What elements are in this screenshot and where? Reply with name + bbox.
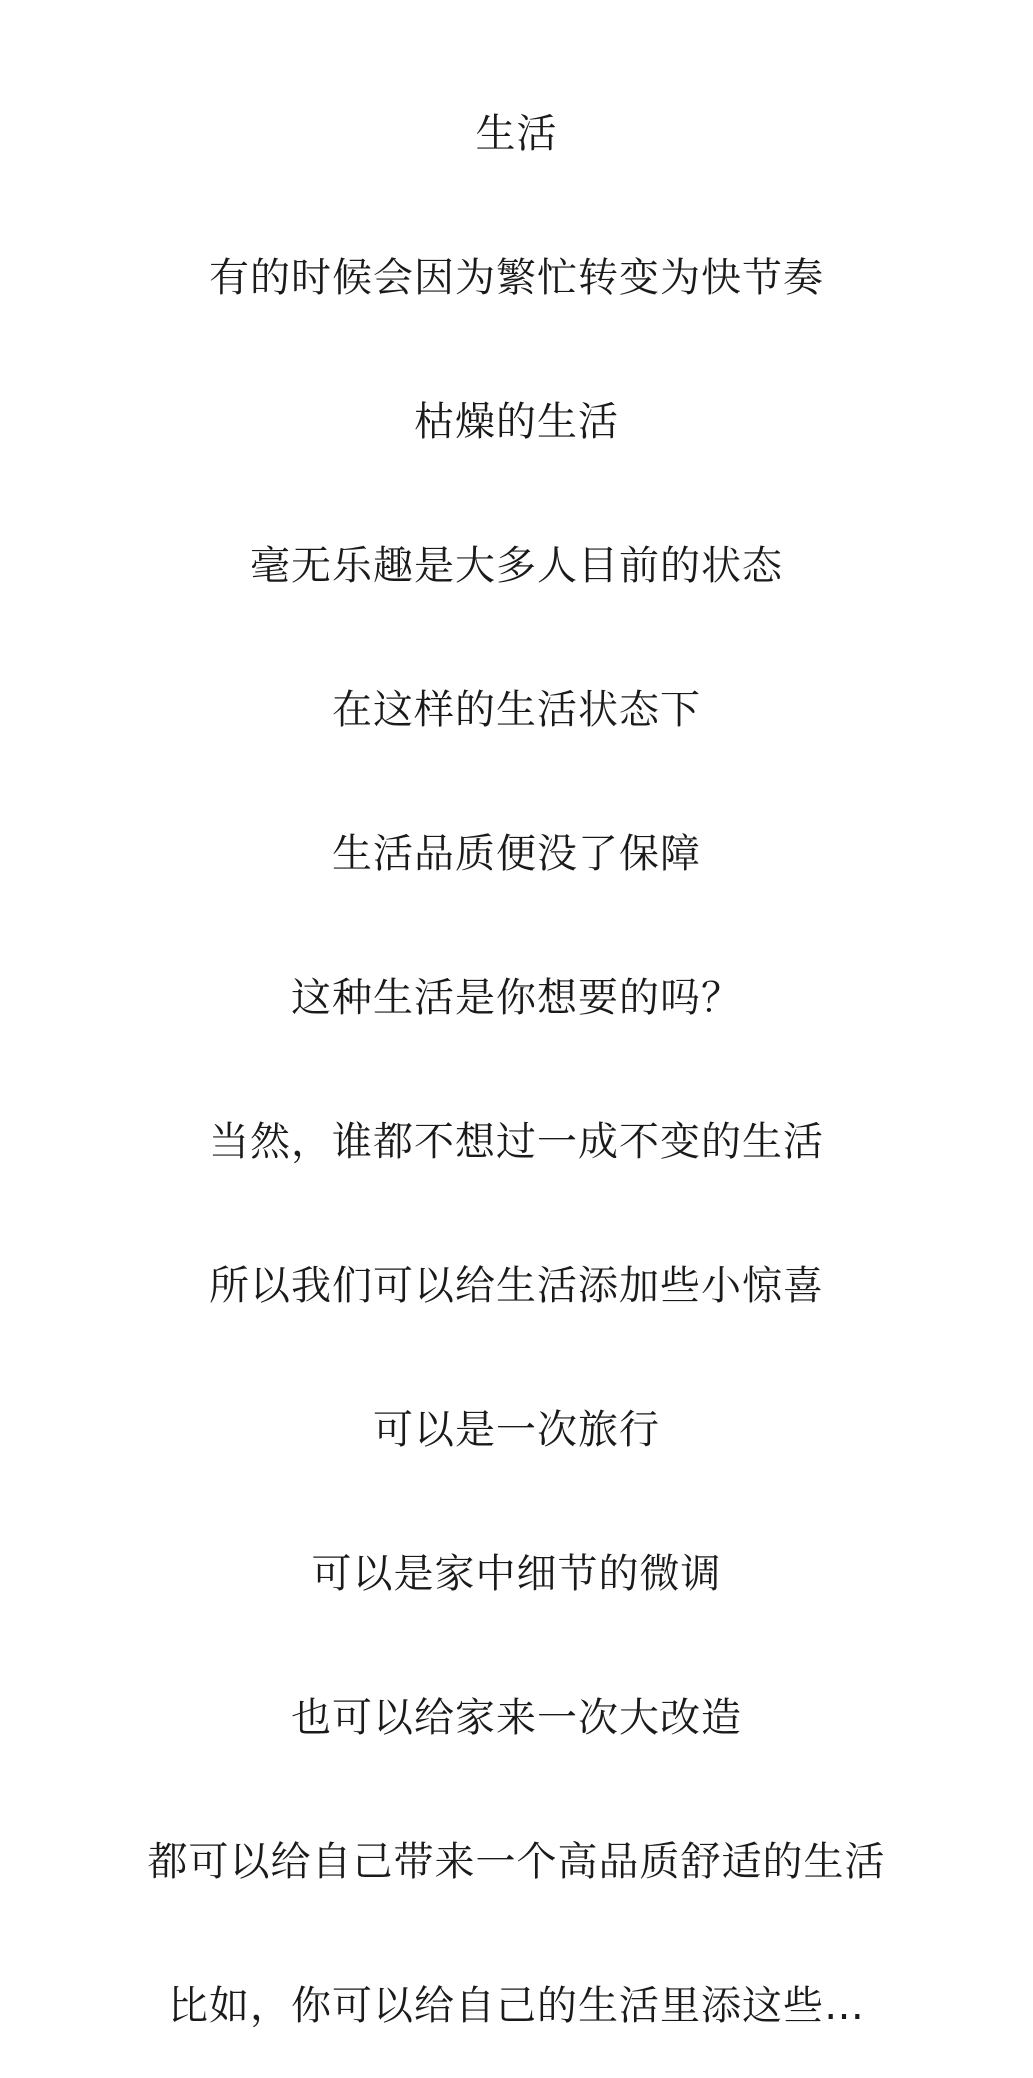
poem-line: 可以是一次旅行 bbox=[373, 1407, 660, 1453]
poem-line: 可以是家中细节的微调 bbox=[311, 1551, 722, 1597]
poem-line: 也可以给家来一次大改造 bbox=[291, 1695, 742, 1741]
poem-line: 有的时候会因为繁忙转变为快节奏 bbox=[209, 255, 824, 301]
poem-line: 当然，谁都不想过一成不变的生活 bbox=[209, 1119, 824, 1165]
poem-line: 生活 bbox=[475, 111, 558, 157]
poem-line: 毫无乐趣是大多人目前的状态 bbox=[250, 543, 783, 589]
poem-line: 枯燥的生活 bbox=[414, 399, 619, 445]
poem-line: 这种生活是你想要的吗？ bbox=[291, 975, 742, 1021]
poem-text-block bbox=[0, 62, 1033, 2078]
poem-line: 生活品质便没了保障 bbox=[332, 831, 701, 877]
poem-line: 所以我们可以给生活添加些小惊喜 bbox=[209, 1263, 824, 1309]
poem-line: 都可以给自己带来一个高品质舒适的生活 bbox=[147, 1839, 886, 1885]
poem-line: 比如，你可以给自己的生活里添这些… bbox=[168, 1983, 865, 2029]
poem-line: 在这样的生活状态下 bbox=[332, 687, 701, 733]
